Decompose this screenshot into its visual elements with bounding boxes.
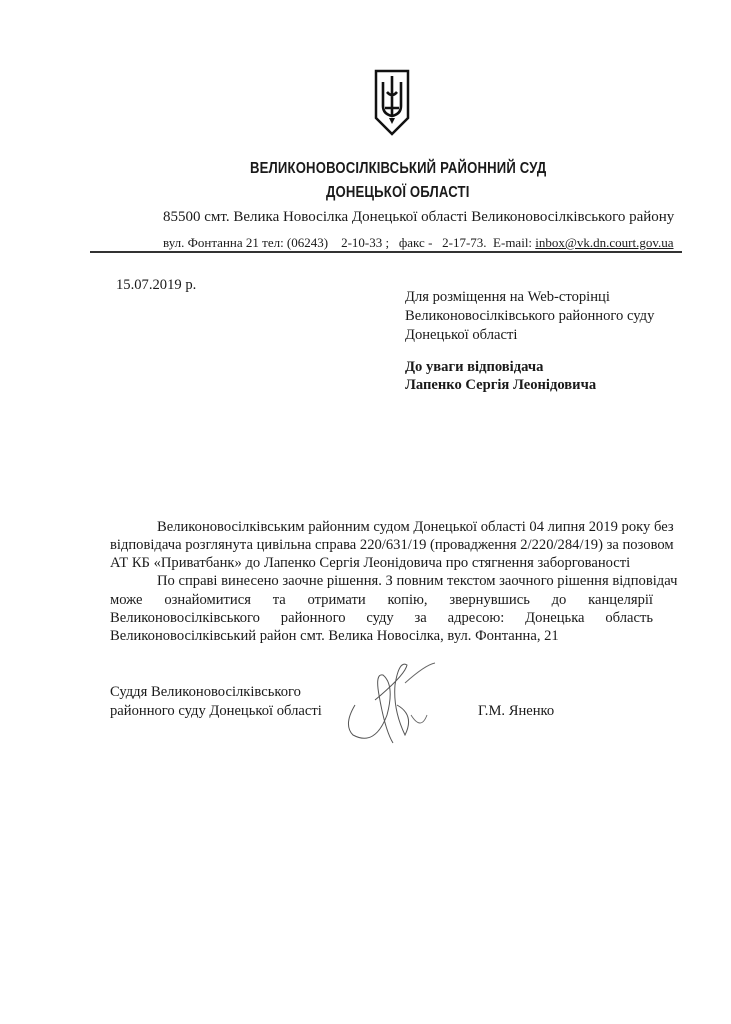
court-address: 85500 смт. Велика Новосілка Донецької області Великоновосілківського району — [163, 209, 675, 225]
contacts-text: вул. Фонтанна 21 тел: (06243) 2-10-33 ; факс - 2-17-73. E-mail: — [163, 235, 536, 250]
handwritten-signature — [335, 655, 445, 750]
judge-title-line2: районного суду Донецької області — [110, 703, 322, 719]
body-line: Великоновосілківським районним судом Донецької області 04 липня 2019 року без — [157, 519, 674, 535]
addressee-line1: Для розміщення на Web-сторінці — [405, 289, 610, 305]
body-line: відповідача розглянута цивільна справа 220/631/19 (провадження 2/220/284/19) за позовом — [110, 537, 674, 553]
body-line: може ознайомитися та отримати копію, звернувшись до канцелярії — [110, 592, 653, 608]
document-date: 15.07.2019 р. — [116, 277, 197, 293]
addressee-line2: Великоновосілківського районного суду — [405, 308, 655, 324]
court-name-line2: ДОНЕЦЬКОЇ ОБЛАСТІ — [326, 184, 470, 201]
body-line: Великоновосілківський район смт. Велика Новосілка, вул. Фонтанна, 21 — [110, 628, 559, 644]
email-link[interactable]: inbox@vk.dn.court.gov.ua — [535, 235, 674, 250]
attention-line1: До уваги відповідача — [405, 359, 544, 375]
court-name-line1: ВЕЛИКОНОВОСІЛКІВСЬКИЙ РАЙОННИЙ СУД — [250, 160, 547, 177]
attention-line2: Лапенко Сергія Леонідовича — [405, 377, 597, 393]
court-contacts — [163, 235, 674, 251]
body-line: По справі винесено заочне рішення. З повним текстом заочного рішення відповідач — [157, 573, 678, 589]
addressee-line3: Донецької області — [405, 327, 518, 343]
coat-of-arms-trident-icon — [373, 68, 411, 138]
judge-name: Г.М. Яненко — [478, 703, 555, 719]
body-line: Великоновосілківського районного суду за адресою: Донецька область — [110, 610, 653, 626]
header-rule — [90, 251, 682, 253]
body-line: АТ КБ «Приватбанк» до Лапенко Сергія Леонідовича про стягнення заборгованості — [110, 555, 631, 571]
judge-title-line1: Суддя Великоновосілківського — [110, 684, 301, 700]
